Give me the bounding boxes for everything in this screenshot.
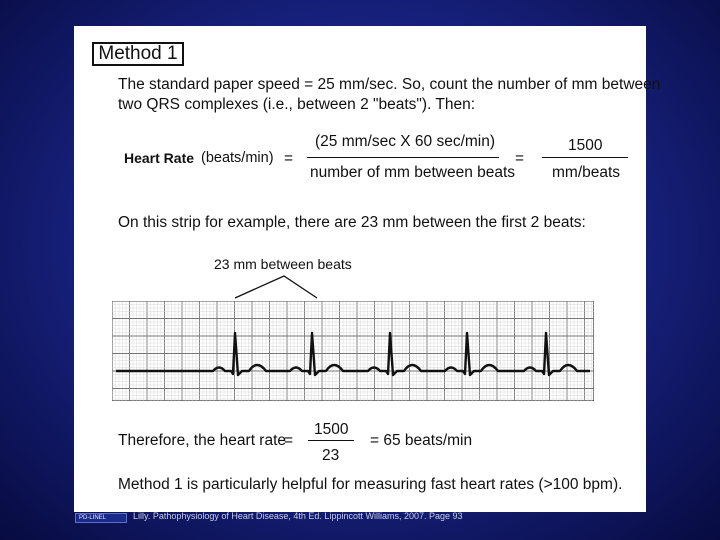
annotation-label: 23 mm between beats [214, 256, 352, 272]
formula-equals-2: = [515, 150, 525, 167]
formula-denominator: number of mm between beats [310, 164, 516, 181]
footer-citation: Lilly. Pathophysiology of Heart Disease, 4th Ed. Lippincott Williams, 2007. Page 93 [133, 511, 463, 521]
intro-line-1: The standard paper speed = 25 mm/sec. So, count the number of mm between [118, 76, 661, 93]
example-line: On this strip for example, there are 23 mm between the first 2 beats: [118, 214, 586, 231]
formula-equals-1: = [284, 150, 294, 167]
method-title: Method 1 [92, 42, 184, 66]
result-equals: = [284, 432, 294, 449]
formula-rhs-numerator: 1500 [568, 137, 603, 154]
formula-rhs-denominator: mm/beats [552, 164, 621, 181]
slide-panel [74, 26, 661, 512]
formula-rhs-fraction-bar [542, 157, 628, 158]
result-answer: = 65 beats/min [370, 432, 473, 449]
closing-line: Method 1 is particularly helpful for measuring fast heart rates (>100 bpm). [118, 476, 623, 493]
ecg-border [112, 301, 594, 401]
formula-fraction-bar [307, 157, 499, 158]
result-denominator: 23 [322, 447, 340, 464]
formula-numerator: (25 mm/sec X 60 sec/min) [315, 133, 496, 150]
result-fraction-bar [308, 440, 354, 441]
formula-units: (beats/min) [201, 150, 274, 166]
annotation-bracket [229, 274, 319, 300]
result-prefix: Therefore, the heart rate [118, 432, 287, 449]
intro-line-2: two QRS complexes (i.e., between 2 "beats"). Then: [118, 96, 476, 113]
result-numerator: 1500 [314, 421, 349, 438]
formula-label: Heart Rate [124, 150, 195, 166]
footer-logo: PD-LINEL [75, 513, 127, 523]
ecg-strip [112, 301, 594, 401]
